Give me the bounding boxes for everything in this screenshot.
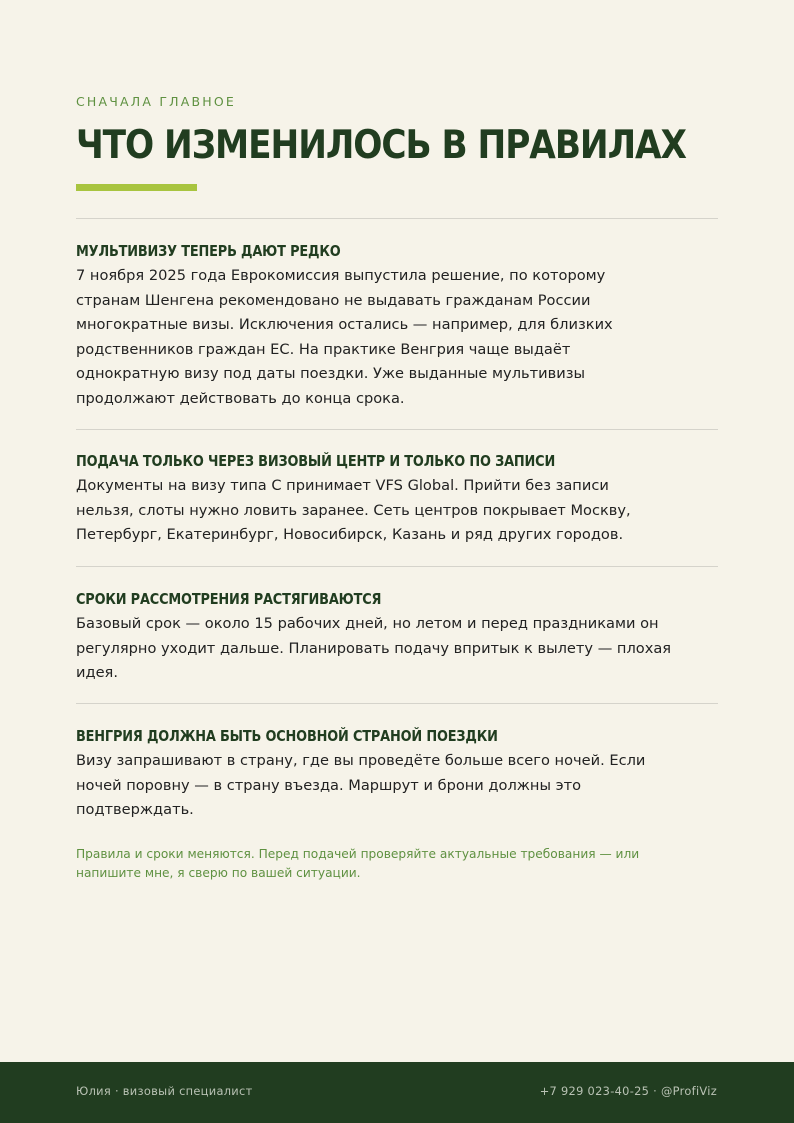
footer-contacts: +7 929 023-40-25 · @ProfiViz bbox=[539, 1084, 717, 1098]
body-line: странам Шенгена рекомендовано не выдавать гражданам России bbox=[76, 291, 591, 309]
eyebrow-label: СНАЧАЛА ГЛАВНОЕ bbox=[76, 94, 237, 109]
section-heading: СРОКИ РАССМОТРЕНИЯ РАСТЯГИВАЮТСЯ bbox=[76, 590, 382, 608]
body-line: Визу запрашивают в страну, где вы проведёте больше всего ночей. Если bbox=[76, 752, 646, 769]
section-body bbox=[76, 264, 676, 412]
section-body bbox=[76, 612, 676, 686]
body-line: Базовый срок — около 15 рабочих дней, но летом и перед праздниками он bbox=[76, 615, 659, 632]
body-line: идея. bbox=[76, 664, 118, 682]
section-heading: ПОДАЧА ТОЛЬКО ЧЕРЕЗ ВИЗОВЫЙ ЦЕНТР И ТОЛЬКО ПО ЗАПИСИ bbox=[76, 452, 556, 470]
body-line: Документы на визу типа С принимает VFS Global. Прийти без записи bbox=[76, 477, 609, 494]
body-line: нельзя, слоты нужно ловить заранее. Сеть центров покрывает Москву, bbox=[76, 501, 631, 519]
footer-author: Юлия · визовый специалист bbox=[76, 1084, 253, 1098]
section-processing-time bbox=[76, 588, 676, 686]
body-line: подтверждать. bbox=[76, 801, 194, 819]
section-heading: МУЛЬТИВИЗУ ТЕПЕРЬ ДАЮТ РЕДКО bbox=[76, 242, 341, 260]
disclaimer-note bbox=[76, 845, 656, 882]
section-main-country bbox=[76, 725, 676, 823]
section-divider bbox=[76, 566, 718, 567]
section-visa-center bbox=[76, 450, 676, 548]
body-line: 7 ноября 2025 года Еврокомиссия выпустила решение, по которому bbox=[76, 267, 606, 284]
note-line: Правила и сроки меняются. Перед подачей проверяйте актуальные требования — или bbox=[76, 847, 640, 861]
body-line: ночей поровну — в страну въезда. Маршрут и брони должны это bbox=[76, 776, 582, 794]
section-divider bbox=[76, 218, 718, 219]
body-line: регулярно уходит дальше. Планировать подачу впритык к вылету — плохая bbox=[76, 639, 672, 657]
body-line: продолжают действовать до конца срока. bbox=[76, 389, 405, 407]
body-line: родственников граждан ЕС. На практике Венгрия чаще выдаёт bbox=[76, 340, 571, 358]
footer bbox=[0, 1062, 794, 1123]
note-line: напишите мне, я сверю по вашей ситуации. bbox=[76, 865, 361, 880]
section-body bbox=[76, 474, 676, 548]
section-body bbox=[76, 749, 676, 823]
body-line: многократные визы. Исключения остались — например, для близких bbox=[76, 316, 613, 334]
page-title: ЧТО ИЗМЕНИЛОСЬ В ПРАВИЛАХ bbox=[76, 123, 686, 168]
section-heading: ВЕНГРИЯ ДОЛЖНА БЫТЬ ОСНОВНОЙ СТРАНОЙ ПОЕЗДКИ bbox=[76, 727, 498, 745]
title-accent-bar bbox=[76, 184, 197, 191]
section-divider bbox=[76, 429, 718, 430]
body-line: Петербург, Екатеринбург, Новосибирск, Казань и ряд других городов. bbox=[76, 526, 624, 544]
section-multivisa bbox=[76, 240, 676, 412]
body-line: однократную визу под даты поездки. Уже выданные мультивизы bbox=[76, 365, 585, 383]
section-divider bbox=[76, 703, 718, 704]
